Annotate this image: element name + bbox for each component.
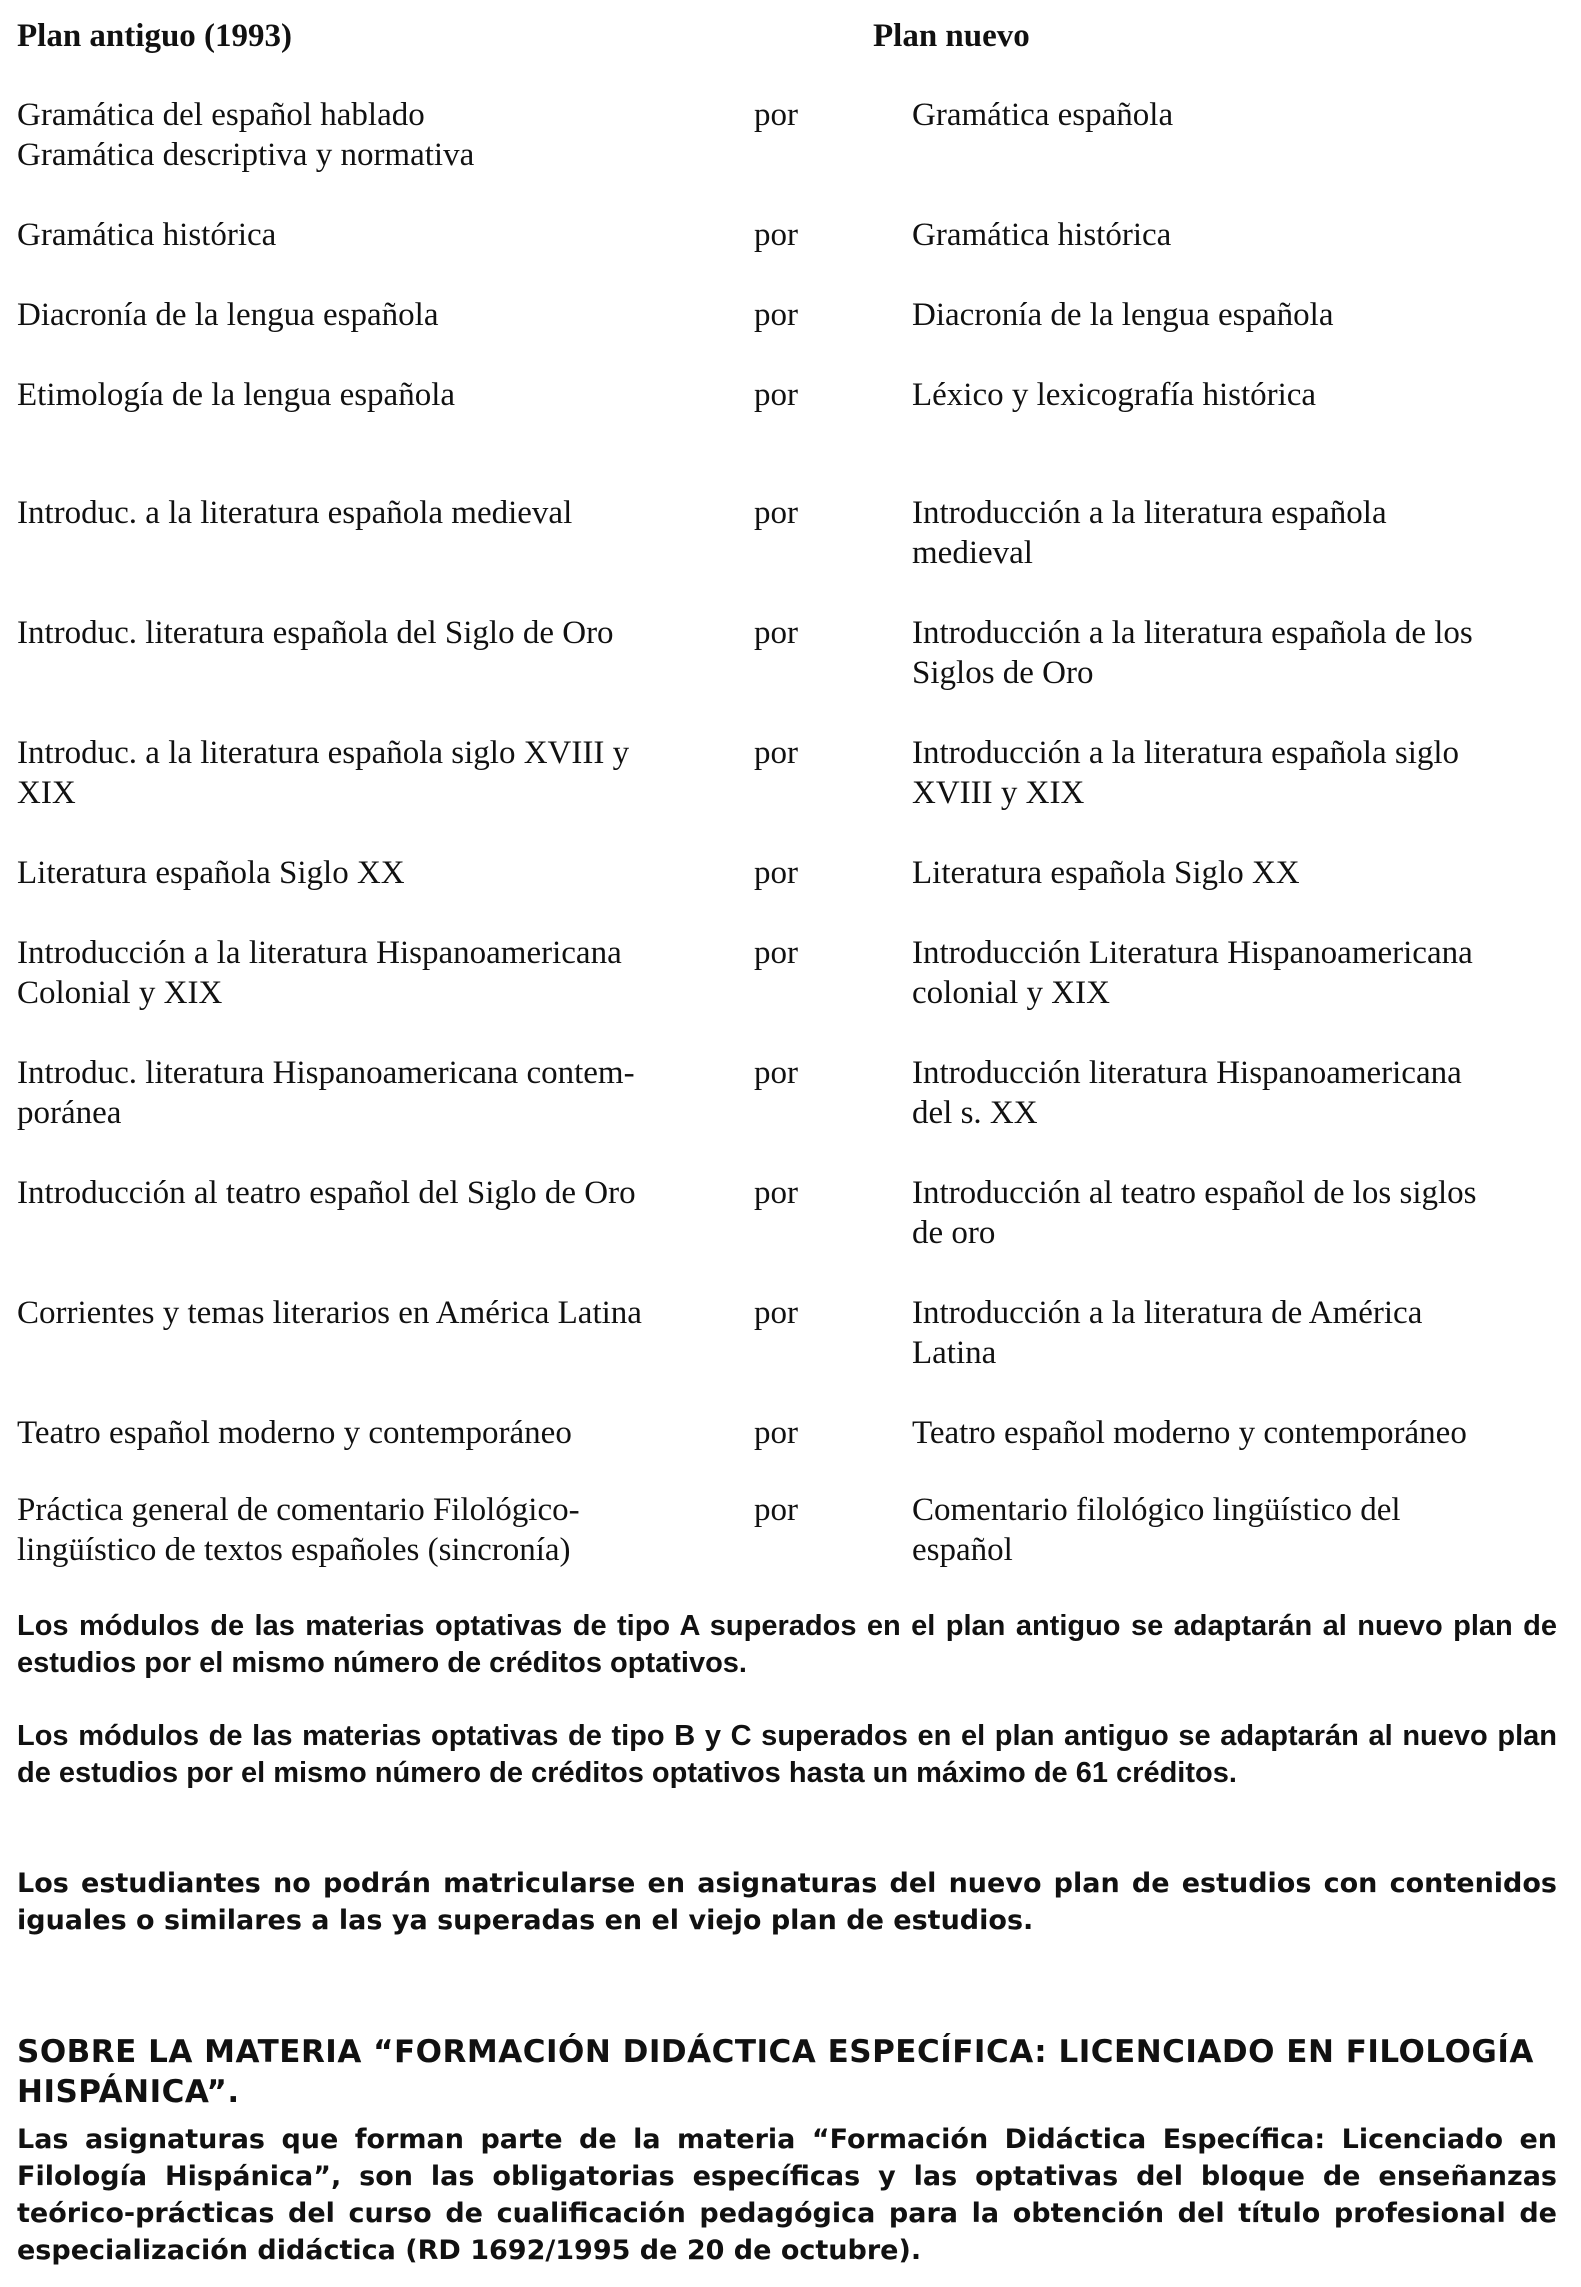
new-subject: Introducción Literatura Hispanoamericana colonial y XIX <box>912 935 1473 1011</box>
new-subject: Introducción a la literatura de América Latina <box>912 1295 1423 1371</box>
new-subject: Introducción a la literatura española siglo XVIII y XIX <box>912 735 1460 811</box>
por-label: por <box>754 615 798 651</box>
new-subject: Léxico y lexicografía histórica <box>912 377 1317 413</box>
new-subject: Gramática española <box>912 97 1174 133</box>
new-subject: Introducción a la literatura española medieval <box>912 495 1387 571</box>
por-label: por <box>754 935 798 971</box>
new-subject: Introducción al teatro español de los siglos de oro <box>912 1175 1477 1251</box>
old-subject: Introduc. literatura española del Siglo de Oro <box>17 615 614 651</box>
por-label: por <box>754 377 798 413</box>
old-subject: Introduc. a la literatura española siglo XVIII y XIX <box>17 735 630 811</box>
new-subject: Teatro español moderno y contemporáneo <box>912 1415 1467 1451</box>
old-plan-header: Plan antiguo (1993) <box>17 18 293 54</box>
por-label: por <box>754 1055 798 1091</box>
old-subject: Corrientes y temas literarios en América Latina <box>17 1295 642 1331</box>
por-label: por <box>754 217 798 253</box>
matricula-paragraph: Los estudiantes no podrán matricularse en asignaturas del nuevo plan de estudios con contenidos iguales o similares a las ya superadas en el viejo plan de estudios. <box>17 1868 1557 1936</box>
new-plan-header: Plan nuevo <box>873 18 1030 54</box>
new-subject: Introducción a la literatura española de los Siglos de Oro <box>912 615 1473 691</box>
new-subject: Comentario filológico lingüístico del español <box>912 1492 1401 1568</box>
por-label: por <box>754 495 798 531</box>
por-label: por <box>754 1295 798 1331</box>
section-body-paragraph: Las asignaturas que forman parte de la materia “Formación Didáctica Específica: Licenciado en Filología Hispánica”, son las obligatorias específicas y las optativas del bloque de enseñanzas teórico-prácticas del curso de cualificación pedagógica para la obtención del título profesional de especialización didáctica (RD 1692/1995 de 20 de octubre). <box>17 2124 1557 2266</box>
por-label: por <box>754 1492 798 1528</box>
new-subject: Gramática histórica <box>912 217 1172 253</box>
new-subject: Literatura española Siglo XX <box>912 855 1300 891</box>
por-label: por <box>754 735 798 771</box>
old-subject: Gramática histórica <box>17 217 277 253</box>
old-subject: Etimología de la lengua española <box>17 377 456 413</box>
new-subject: Diacronía de la lengua española <box>912 297 1334 333</box>
por-label: por <box>754 297 798 333</box>
por-label: por <box>754 1175 798 1211</box>
por-label: por <box>754 855 798 891</box>
old-subject: Introduc. a la literatura española medieval <box>17 495 573 531</box>
old-subject: Práctica general de comentario Filológico- lingüístico de textos españoles (sincronía) <box>17 1492 580 1568</box>
optativas-bc-paragraph: Los módulos de las materias optativas de tipo B y C superados en el plan antiguo se adaptarán al nuevo plan de estudios por el mismo número de créditos optativos hasta un máximo de 61 créditos. <box>17 1720 1557 1789</box>
old-subject: Teatro español moderno y contemporáneo <box>17 1415 572 1451</box>
section-heading: SOBRE LA MATERIA “FORMACIÓN DIDÁCTICA ESPECÍFICA: LICENCIADO EN FILOLOGÍA HISPÁNICA”. <box>17 2034 1534 2110</box>
optativas-a-paragraph: Los módulos de las materias optativas de tipo A superados en el plan antiguo se adaptarán al nuevo plan de estudios por el mismo número de créditos optativos. <box>17 1610 1557 1679</box>
old-subject: Literatura española Siglo XX <box>17 855 405 891</box>
new-subject: Introducción literatura Hispanoamericana del s. XX <box>912 1055 1462 1131</box>
old-subject: Introduc. literatura Hispanoamericana contem- poránea <box>17 1055 635 1131</box>
old-subject: Diacronía de la lengua española <box>17 297 439 333</box>
old-subject: Introducción al teatro español del Siglo de Oro <box>17 1175 636 1211</box>
old-subject: Gramática del español hablado Gramática descriptiva y normativa <box>17 97 475 173</box>
old-subject: Introducción a la literatura Hispanoamericana Colonial y XIX <box>17 935 622 1011</box>
por-label: por <box>754 1415 798 1451</box>
por-label: por <box>754 97 798 133</box>
